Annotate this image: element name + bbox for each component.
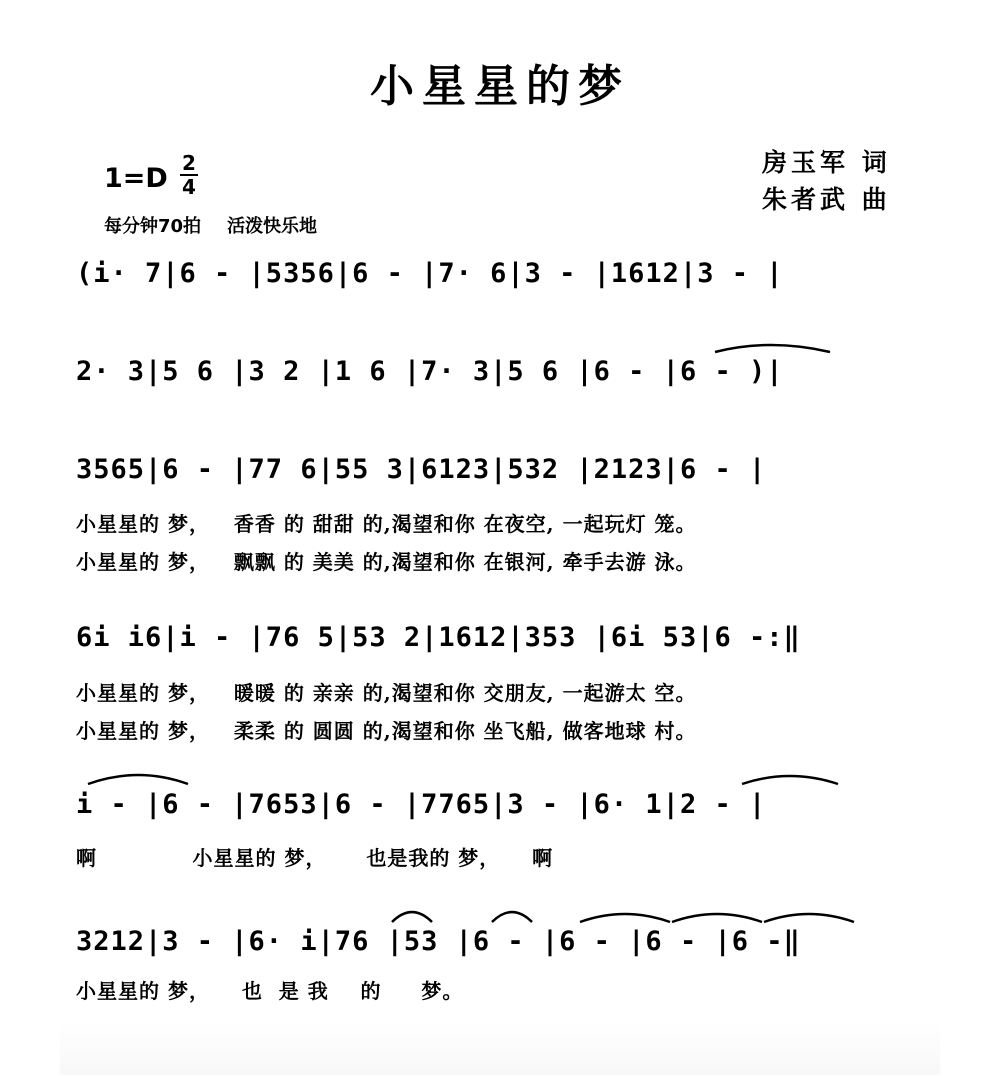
slur-line-5b <box>742 776 838 784</box>
time-signature-bottom: 4 <box>182 175 196 199</box>
notation-line-1: (i· 7|6 - |5356|6 - |7· 6|3 - |1612|3 - | <box>76 258 784 289</box>
lyric-line-3-verse-1: 小星星的 梦， 香香 的 甜甜 的,渴望和你 在夜空, 一起玩灯 笼。 <box>76 512 697 536</box>
lyric-line-5: 啊 小星星的 梦， 也是我的 梦， 啊 <box>76 846 554 870</box>
slur-line-6b <box>492 912 532 922</box>
lyric-line-4-verse-1: 小星星的 梦， 暖暖 的 亲亲 的,渴望和你 交朋友, 一起游太 空。 <box>76 681 697 705</box>
lyric-line-4-verse-2: 小星星的 梦， 柔柔 的 圆圆 的,渴望和你 坐飞船, 做客地球 村。 <box>76 719 697 743</box>
slur-line-6d <box>672 914 762 922</box>
notation-line-3: 3565|6 - |77 6|55 3|6123|532 |2123|6 - | <box>76 454 767 485</box>
notation-line-5: i - |6 - |7653|6 - |7765|3 - |6· 1|2 - | <box>76 789 767 820</box>
slur-line-2 <box>715 345 830 352</box>
slur-line-6e <box>764 914 854 922</box>
lyric-line-3-verse-2: 小星星的 梦， 飘飘 的 美美 的,渴望和你 在银河, 牵手去游 泳。 <box>76 550 697 574</box>
tempo-bpm: 每分钟70拍 <box>104 216 202 237</box>
song-title: 小星星的梦 <box>370 61 630 112</box>
notation-line-4: 6i i6|i - |76 5|53 2|1612|353 |6i 53|6 -:‖ <box>76 622 801 653</box>
key-signature: 1=D <box>104 163 168 194</box>
time-signature-top: 2 <box>182 151 196 175</box>
composer-credit: 朱者武 曲 <box>762 185 891 214</box>
lyricist-credit: 房玉军 词 <box>762 148 891 177</box>
notation-line-6: 3212|3 - |6· i|76 |53 |6 - |6 - |6 - |6 -‖ <box>76 926 801 957</box>
tempo-marking <box>104 212 343 238</box>
notation-line-2: 2· 3|5 6 |3 2 |1 6 |7· 3|5 6 |6 - |6 - )| <box>76 356 784 387</box>
lyric-line-6: 小星星的 梦， 也 是 我 的 梦。 <box>76 979 464 1003</box>
scan-shadow <box>60 1020 940 1075</box>
expression-marking: 活泼快乐地 <box>227 216 318 237</box>
slur-line-6c <box>580 914 670 922</box>
slur-line-5a <box>88 775 188 784</box>
time-signature <box>180 152 198 198</box>
slur-line-6a <box>392 912 432 922</box>
